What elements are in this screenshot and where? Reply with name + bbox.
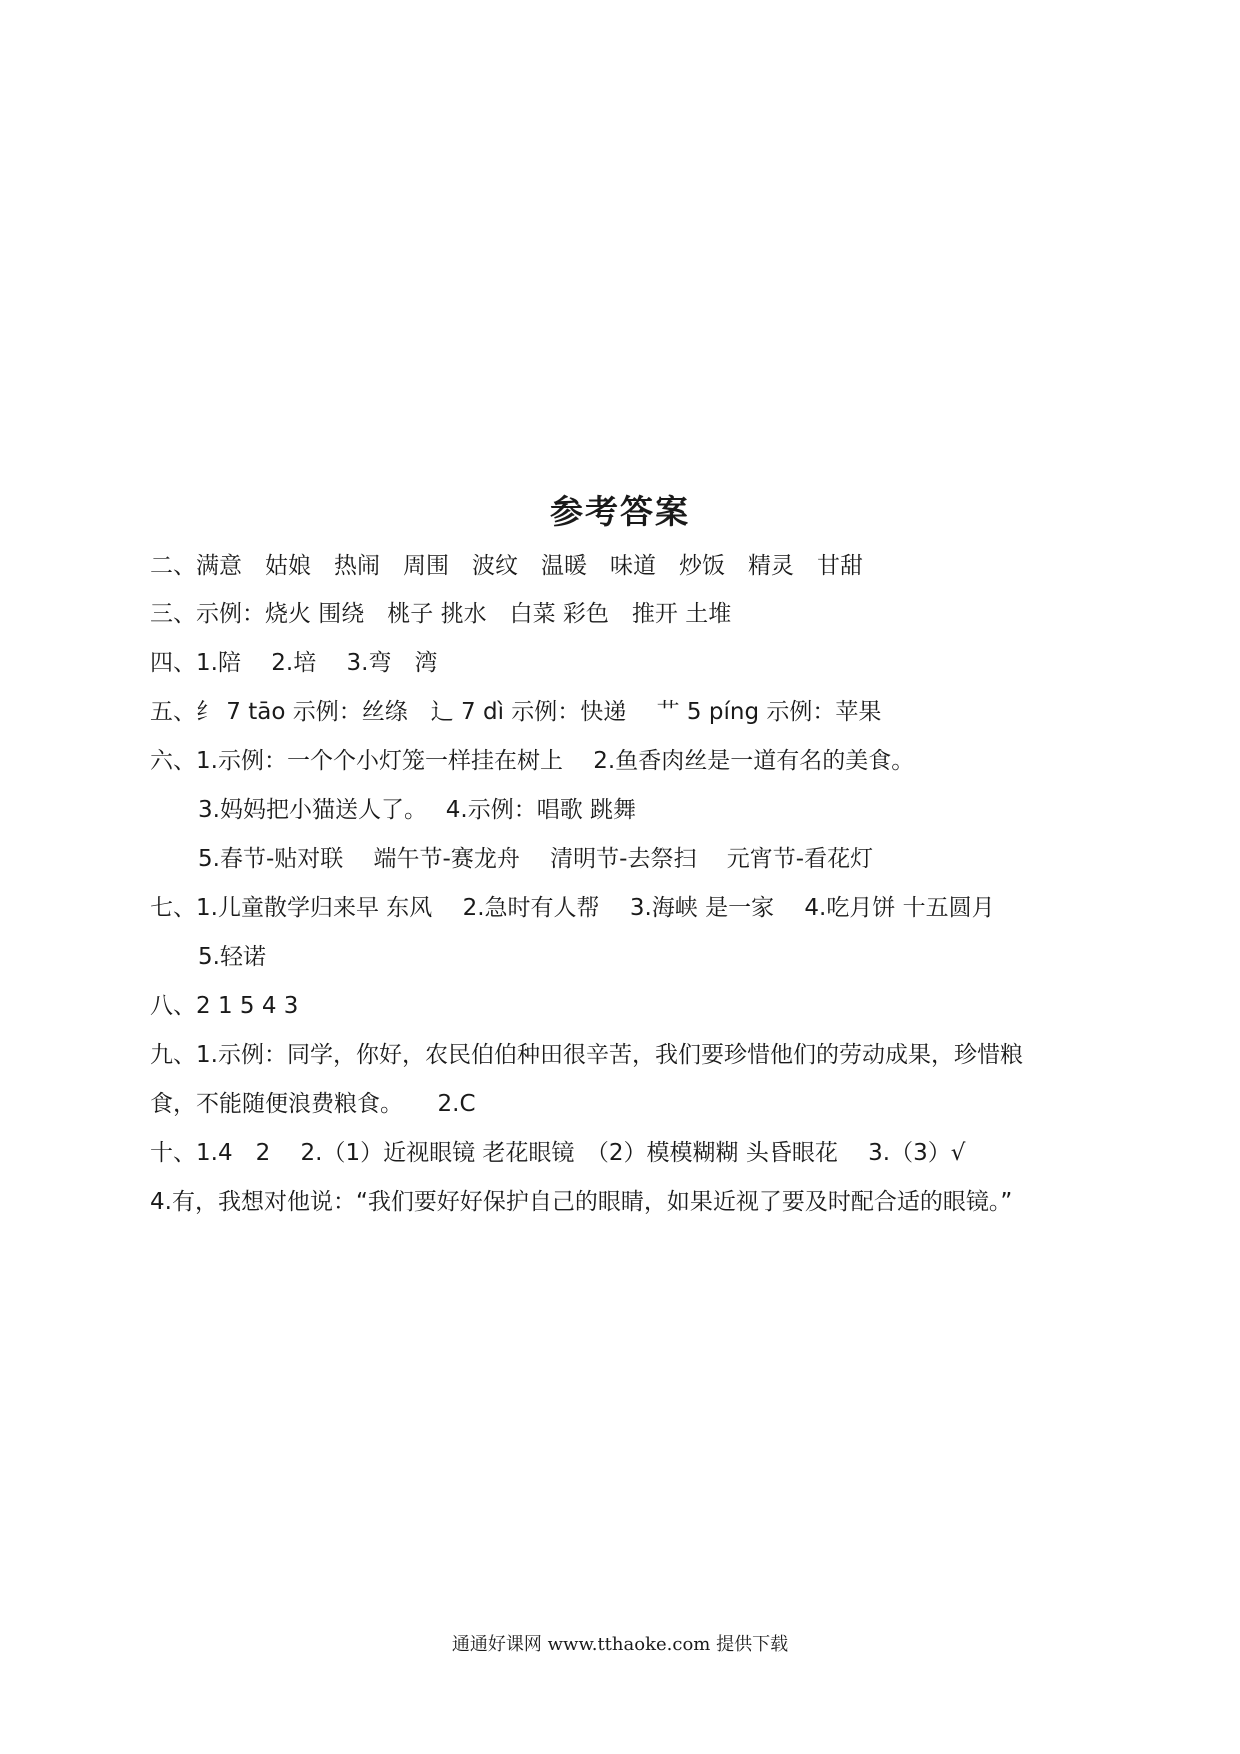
answer-line-6-1: 六、1.示例：一个个小灯笼一样挂在树上 2.鱼香肉丝是一道有名的美食。 [150,748,915,774]
page-title: 参考答案 [550,492,690,531]
answer-line-2: 二、满意 姑娘 热闹 周围 波纹 温暖 味道 炒饭 精灵 甘甜 [150,553,863,579]
answer-line-6-5: 5.春节-贴对联 端午节-赛龙舟 清明节-去祭扫 元宵节-看花灯 [198,846,874,872]
answer-line-10-4: 4.有，我想对他说：“我们要好好保护自己的眼睛，如果近视了要及时配合适的眼镜。” [150,1189,1013,1215]
answer-line-7-5: 5.轻诺 [198,944,266,970]
answer-line-9-1: 九、1.示例：同学，你好，农民伯伯种田很辛苦，我们要珍惜他们的劳动成果，珍惜粮 [150,1042,1023,1068]
answer-line-9-cont: 食，不能随便浪费粮食。 2.C [150,1091,476,1117]
answer-line-6-3: 3.妈妈把小猫送人了。 4.示例：唱歌 跳舞 [198,797,637,823]
page-footer: 通通好课网 www.tthaoke.com 提供下载 [451,1634,789,1655]
answer-line-3: 三、示例：烧火 围绕 桃子 挑水 白菜 彩色 推开 土堆 [150,601,732,627]
answer-line-5: 五、纟 7 tāo 示例：丝绦 辶 7 dì 示例：快递 艹 5 píng 示例：苹果 [150,699,882,725]
answer-line-7-1: 七、1.儿童散学归来早 东风 2.急时有人帮 3.海峡 是一家 4.吃月饼 十五圆月 [150,895,995,921]
answer-line-10-1: 十、1.4 2 2.（1）近视眼镜 老花眼镜 （2）模模糊糊 头昏眼花 3.（3）√ [150,1140,966,1166]
answer-line-8: 八、2 1 5 4 3 [150,993,299,1019]
answer-line-4: 四、1.陪 2.培 3.弯 湾 [150,650,438,676]
